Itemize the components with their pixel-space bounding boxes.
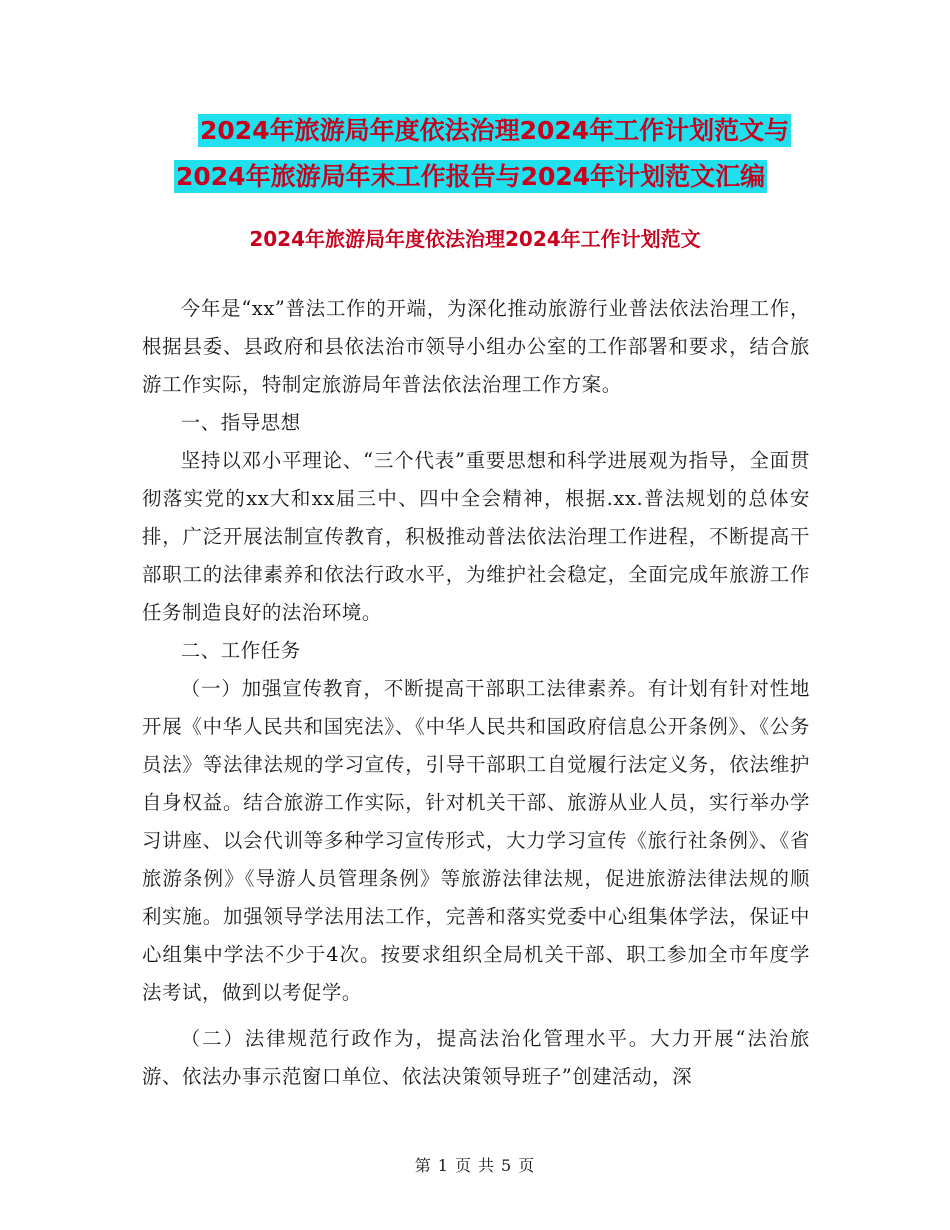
page-label-suffix: 页 [518,1156,536,1175]
heading-guiding-ideology: 一、指导思想 [180,411,301,434]
page-number-current: 1 [437,1156,449,1175]
document-body [142,290,810,1096]
paragraph-task-2: （二）法律规范行政作为，提高法治化管理水平。大力开展“法治旅游、依法办事示范窗口单位、依法决策领导班子”创建活动，深 [142,1027,810,1088]
document-title-line-2: 2024年旅游局年末工作报告与2024年计划范文汇编 [176,162,766,191]
page-label-mid: 页 共 [454,1156,496,1175]
document-title [140,108,820,200]
paragraph-guiding-ideology: 坚持以邓小平理论、“三个代表”重要思想和科学进展观为指导，全面贯彻落实党的xx大和xx届三中、四中全会精神，根据.xx.普法规划的总体安排，广泛开展法制宣传教育，积极推动普法依法治理工作进程，不断提高干部职工的法律素养和依法行政水平，为维护社会稳定，全面完成年旅游工作任务制造良好的法治环境。 [142,449,810,624]
document-title-line-1: 2024年旅游局年度依法治理2024年工作计划范文与 [200,116,790,145]
paragraph-intro: 今年是“xx”普法工作的开端，为深化推动旅游行业普法依法治理工作，根据县委、县政府和县依法治市领导小组办公室的工作部署和要求，结合旅游工作实际，特制定旅游局年普法依法治理工作方案。 [142,297,810,396]
paragraph-task-1: （一）加强宣传教育，不断提高干部职工法律素养。有计划有针对性地开展《中华人民共和国宪法》、《中华人民共和国政府信息公开条例》、《公务员法》等法律法规的学习宣传，引导干部职工自觉履行法定义务，依法维护自身权益。结合旅游工作实际，针对机关干部、旅游从业人员，实行举办学习讲座、以会代训等多种学习宣传形式，大力学习宣传《旅行社条例》、《省旅游条例》《导游人员管理条例》等旅游法律法规，促进旅游法律法规的顺利实施。加强领导学法用法工作，完善和落实党委中心组集体学法，保证中心组集中学法不少于4次。按要求组织全局机关干部、职工参加全市年度学法考试，做到以考促学。 [142,677,810,1004]
section-title: 2024年旅游局年度依法治理2024年工作计划范文 [249,227,701,251]
page-footer [0,1153,950,1176]
heading-work-tasks: 二、工作任务 [180,639,301,662]
page-number-total: 5 [501,1156,513,1175]
page-label-prefix: 第 [414,1156,432,1175]
